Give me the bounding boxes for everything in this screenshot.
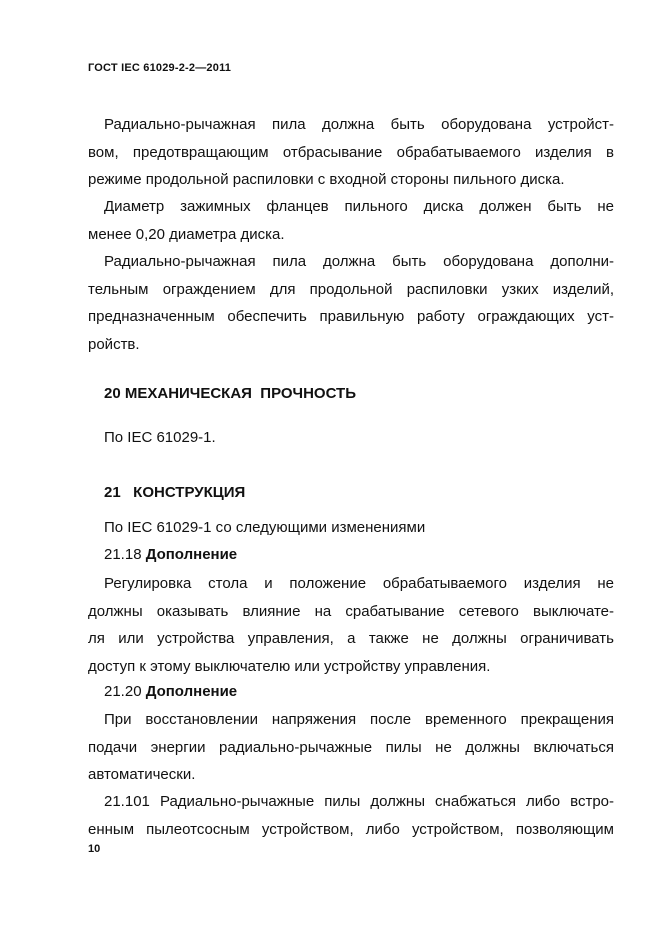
clause-title: Дополнение <box>145 546 238 563</box>
clause-title: Дополнение <box>145 683 238 700</box>
text-line: Диаметр зажимных фланцев пильного диска должен быть не <box>104 198 614 215</box>
text-line: енным пылеотсосным устройством, либо устройством, позволяющим <box>88 820 614 838</box>
text-line: Радиально-рычажная пила должна быть оборудована устройст- <box>104 116 614 133</box>
text-line: автоматически. <box>88 766 196 783</box>
clause-21-18-text <box>88 570 614 680</box>
text-line: предназначенным обеспечить правильную работу ограждающих уст- <box>88 308 614 325</box>
clause-21-20-text <box>88 706 614 789</box>
page-number: 10 <box>88 843 101 855</box>
text-line: тельным ограждением для продольной распиловки узких изделий, <box>88 280 614 298</box>
intro-paragraph-flanges <box>88 193 614 248</box>
text-line: доступ к этому выключателю или устройству управления. <box>88 657 491 675</box>
section-21-heading: 21 КОНСТРУКЦИЯ <box>104 484 246 501</box>
text-line: При восстановлении напряжения после временного прекращения <box>104 711 614 728</box>
document-header: ГОСТ IEC 61029-2-2—2011 <box>88 62 232 74</box>
text-line: менее 0,20 диаметра диска. <box>88 225 285 243</box>
text-line: ля или устройства управления, а также не должны ограничивать <box>88 630 614 647</box>
text-line: Радиально-рычажная пила должна быть оборудована дополни- <box>104 253 614 270</box>
intro-paragraph-extra-guard <box>88 248 614 358</box>
text-line: ройств. <box>88 335 140 353</box>
text-line: Регулировка стола и положение обрабатываемого изделия не <box>104 575 614 592</box>
clause-21-101-text <box>88 788 614 843</box>
text-line: вом, предотвращающим отбрасывание обрабатываемого изделия в <box>88 143 614 161</box>
intro-paragraph-guard <box>88 111 614 194</box>
section-21-intro: По IEC 61029-1 со следующими изменениями <box>104 519 426 536</box>
text-line: должны оказывать влияние на срабатывание сетевого выключате- <box>88 602 614 620</box>
text-line: режиме продольной распиловки с входной стороны пильного диска. <box>88 171 565 188</box>
text-line: подачи энергии радиально-рычажные пилы не должны включаться <box>88 738 614 756</box>
clause-number: 21.20 <box>104 683 146 700</box>
section-20-heading: 20 МЕХАНИЧЕСКАЯ ПРОЧНОСТЬ <box>104 385 356 402</box>
clause-21-18-title <box>104 546 237 563</box>
clause-number: 21.18 <box>104 546 146 563</box>
section-20-text: По IEC 61029-1. <box>104 429 216 446</box>
clause-21-20-title <box>104 683 237 700</box>
text-line: 21.101 Радиально-рычажные пилы должны снабжаться либо встро- <box>104 793 614 810</box>
